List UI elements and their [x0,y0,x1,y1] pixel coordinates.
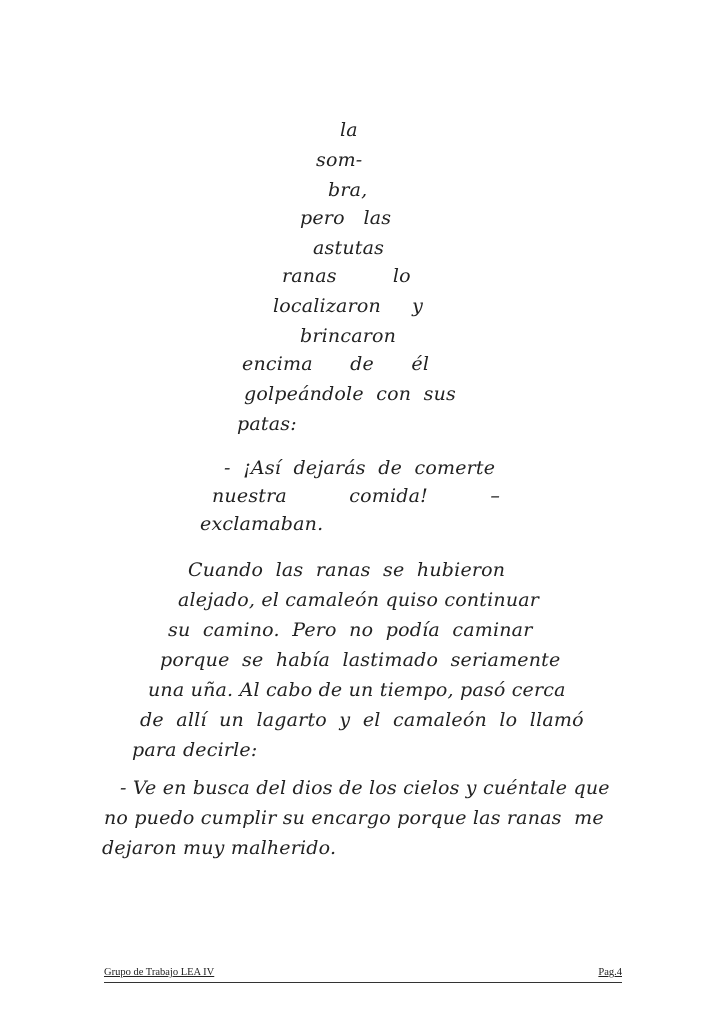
text-line: som- [316,149,363,171]
page-footer [104,966,622,983]
text-line: para decirle: [132,739,258,761]
text-line: astutas [313,237,385,259]
text-line: patas: [237,413,297,435]
footer-group-name: Grupo de Trabajo LEA IV [104,967,215,978]
text-line: pero las [300,207,392,229]
text-line: porque se había lastimado seriamente [160,649,561,671]
text-line: no puedo cumplir su encargo porque las ranas me [104,807,604,829]
text-line: bra, [328,179,368,201]
text-line: localizaron y [273,295,424,317]
footer-page-number: Pag.4 [598,967,622,978]
text-line: una uña. Al cabo de un tiempo, pasó cerca [148,679,566,701]
text-line: golpeándole con sus [244,383,456,405]
text-line: exclamaban. [200,513,324,535]
text-line: - Ve en busca del dios de los cielos y cuéntale que [120,777,610,799]
text-line: Cuando las ranas se hubieron [188,559,506,581]
text-line: dejaron muy malherido. [102,837,337,859]
text-line: encima de él [242,353,430,375]
text-line: alejado, el camaleón quiso continuar [178,589,540,611]
text-line: de allí un lagarto y el camaleón lo llamó [140,709,584,731]
text-line: - ¡Así dejarás de comerte [224,457,496,479]
text-line: brincaron [300,325,397,347]
text-line: su camino. Pero no podía caminar [168,619,533,641]
text-line: la [340,119,358,141]
text-line: ranas lo [282,265,411,287]
text-line: nuestra comida! – [212,485,501,507]
